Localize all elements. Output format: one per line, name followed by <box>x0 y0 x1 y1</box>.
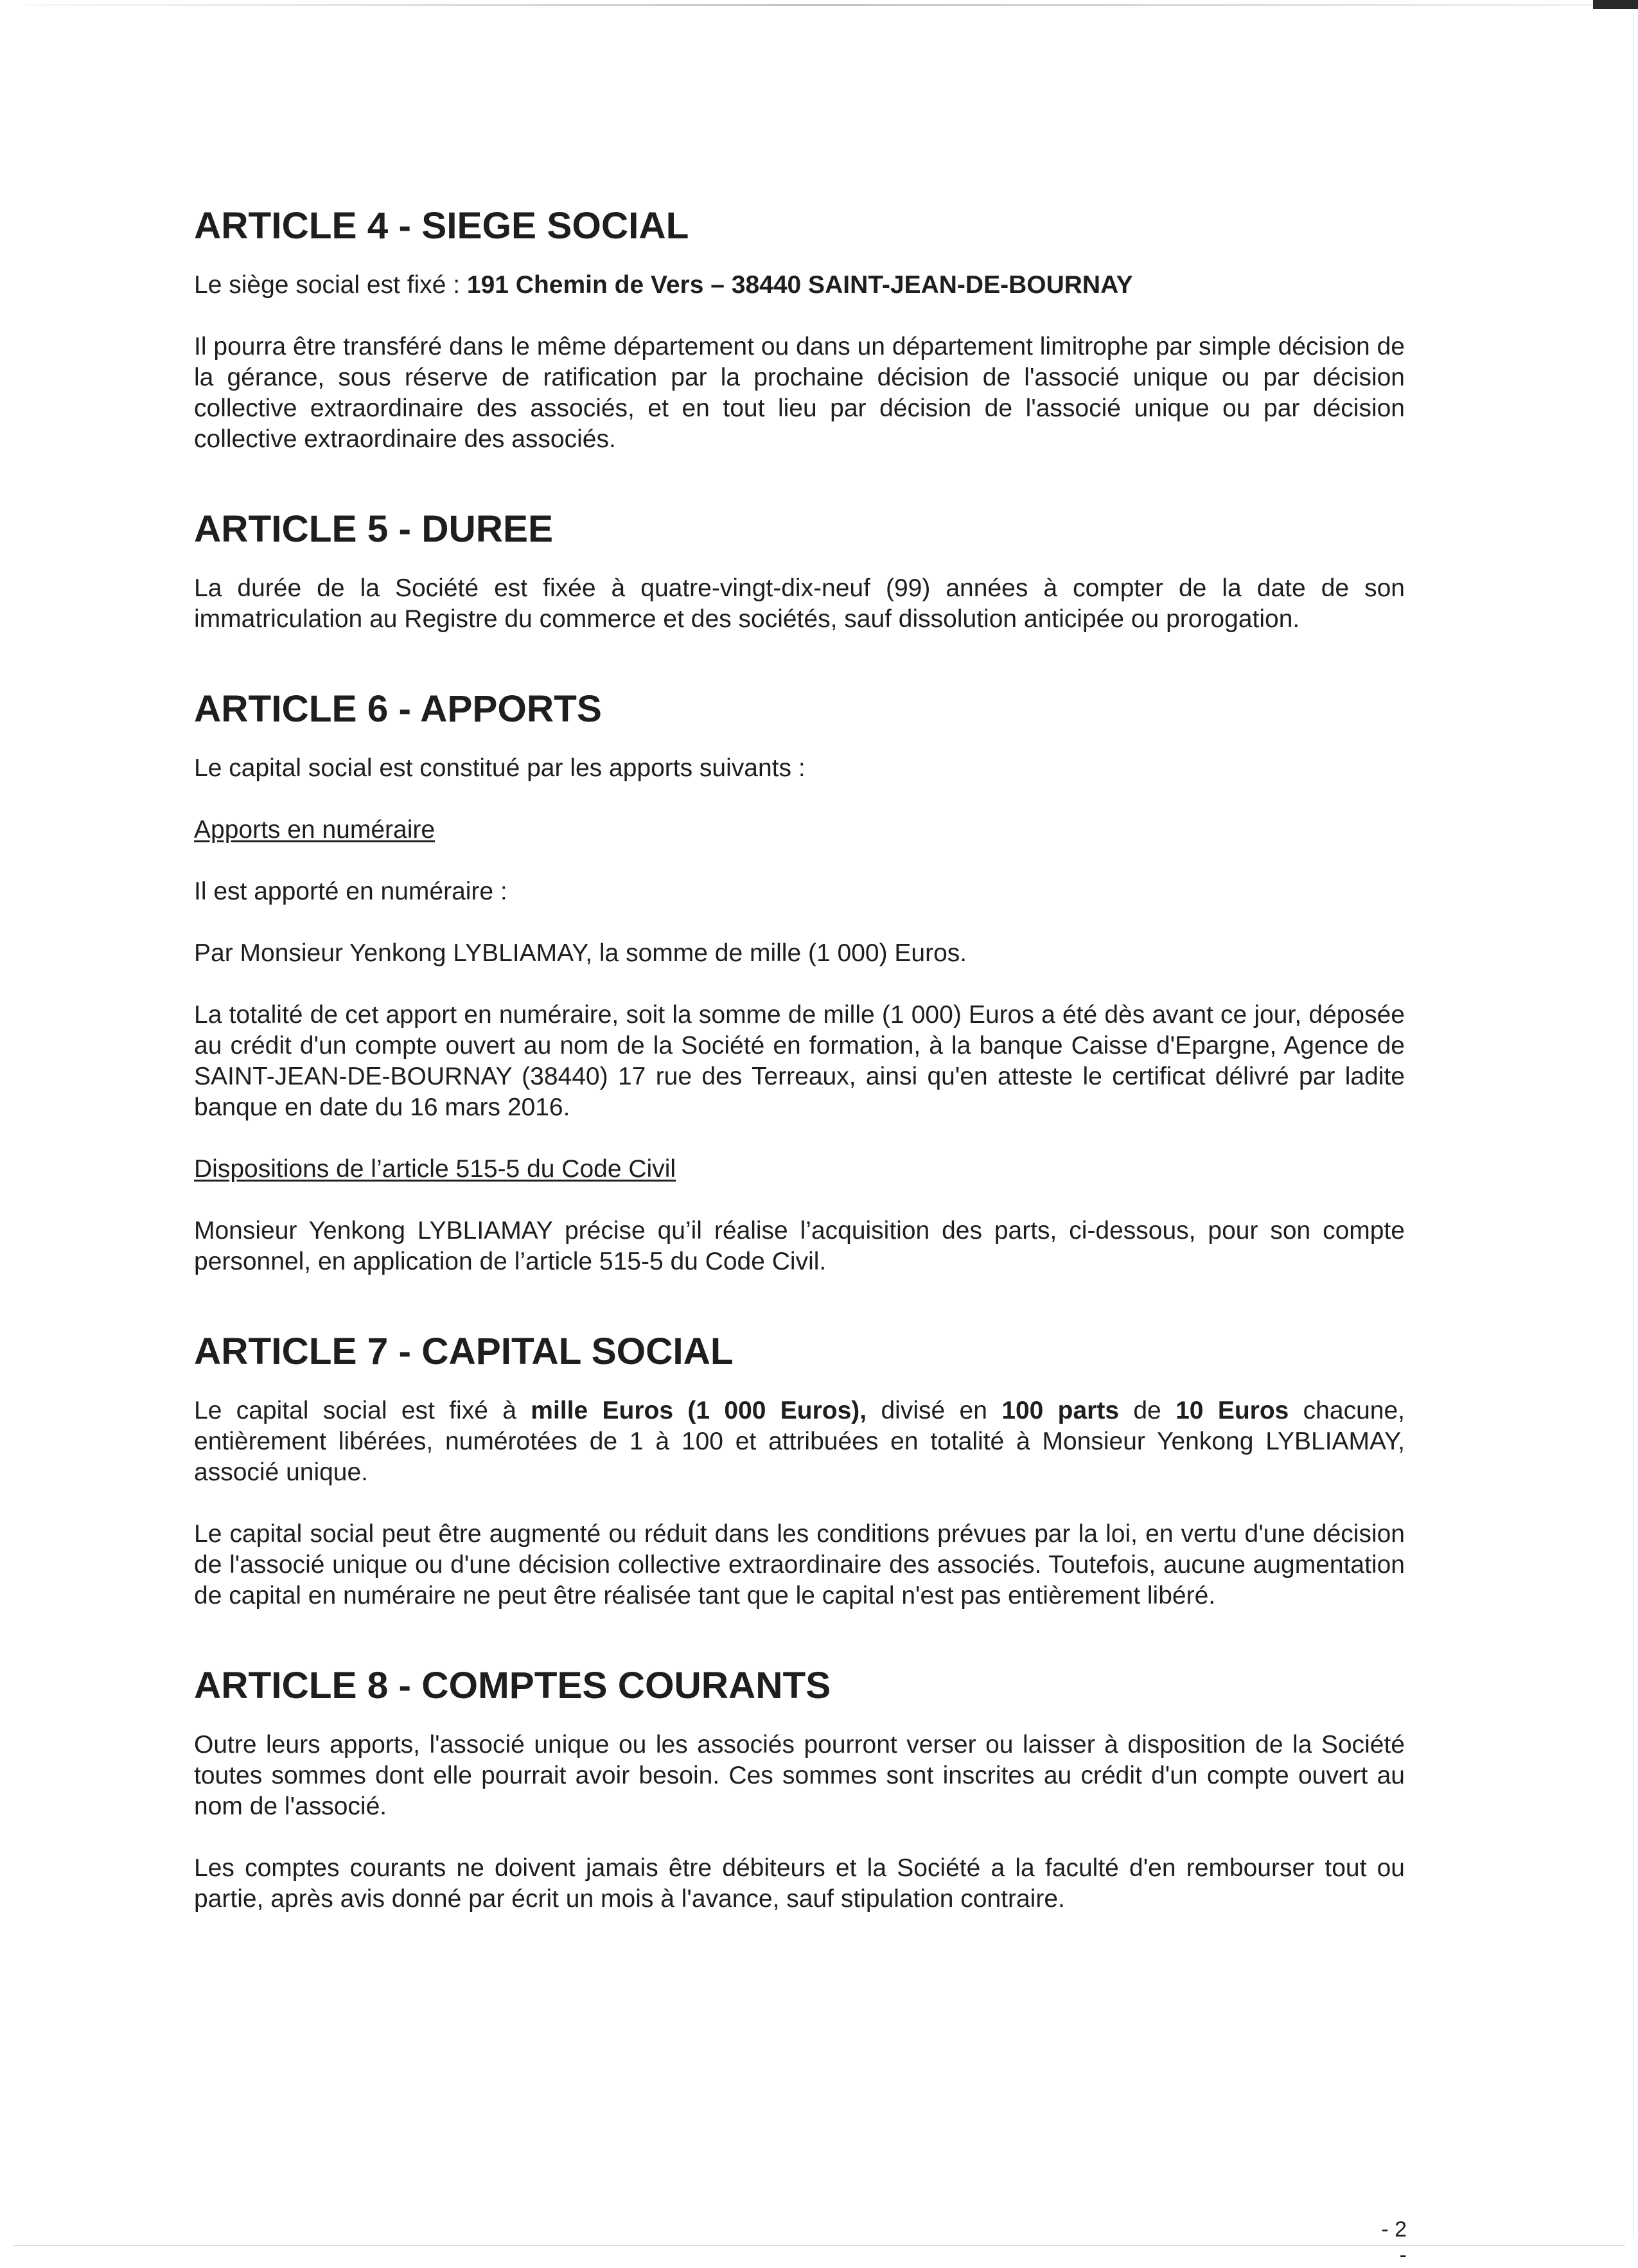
article-6-paragraph-5: Monsieur Yenkong LYBLIAMAY précise qu’il réalise l’acquisition des parts, ci-dessous, pour son compte personnel, en application de l’article 515-5 du Code Civil. <box>194 1217 1405 1275</box>
article-7-paragraph-2: Le capital social peut être augmenté ou réduit dans les conditions prévues par la loi, en vertu d'une décision de l'associé unique ou d'une décision collective extraordinaire des associés. Toutefois, aucune augmentation de capital en numéraire ne peut être réalisée tant que le capital n'est pas entièrement libéré. <box>194 1520 1405 1609</box>
scan-artifact-right-edge <box>1633 13 1634 2236</box>
article-4-heading: ARTICLE 4 - SIEGE SOCIAL <box>194 205 689 247</box>
article-7-heading: ARTICLE 7 - CAPITAL SOCIAL <box>194 1331 734 1372</box>
article-6-paragraph-4: La totalité de cet apport en numéraire, soit la somme de mille (1 000) Euros a été dès avant ce jour, déposée au crédit d'un compte ouvert au nom de la Société en formation, à la banque Caisse d'Epargne, Agence de SAINT-JEAN-DE-BOURNAY (38440) 17 rue des Terreaux, ainsi qu'en atteste le certificat délivré par ladite banque en date du 16 mars 2016. <box>194 1001 1405 1121</box>
article-6-heading: ARTICLE 6 - APPORTS <box>194 688 602 730</box>
article-6-paragraph-3: Par Monsieur Yenkong LYBLIAMAY, la somme de mille (1 000) Euros. <box>194 939 967 967</box>
document-body <box>194 205 1405 1915</box>
article-8-paragraph-1: Outre leurs apports, l'associé unique ou les associés pourront verser ou laisser à disposition de la Société toutes sommes dont elle pourrait avoir besoin. Ces sommes sont inscrites au crédit d'un compte ouvert au nom de l'associé. <box>194 1731 1405 1820</box>
parts-count: 100 parts <box>1001 1397 1120 1424</box>
scan-artifact-top <box>26 4 1606 6</box>
article-6-subheading-apports: Apports en numéraire <box>194 816 436 844</box>
article-6-paragraph-1: Le capital social est constitué par les apports suivants : <box>194 754 806 782</box>
part-value: 10 Euros <box>1176 1397 1289 1424</box>
article-7-text-4: chacune, entièrement libérées, numérotées de 1 à 100 et attribuées en totalité à Monsieur Yenkong LYBLIAMAY, associé unique. <box>194 1397 1405 1486</box>
article-7-text-1: Le capital social est fixé à <box>194 1397 531 1424</box>
article-7-text-2: divisé en <box>867 1397 1002 1424</box>
article-8-paragraph-2: Les comptes courants ne doivent jamais être débiteurs et la Société a la faculté d'en rembourser tout ou partie, après avis donné par écrit un mois à l'avance, sauf stipulation contraire. <box>194 1854 1405 1913</box>
article-4-paragraph-2: Il pourra être transféré dans le même département ou dans un département limitrophe par simple décision de la gérance, sous réserve de ratification par la prochaine décision de l'associé unique ou par décision collective extraordinaire des associés, et en tout lieu par décision de l'associé unique ou par décision collective extraordinaire des associés. <box>194 333 1405 453</box>
article-7-paragraph-1 <box>194 1395 1405 1488</box>
scan-artifact-corner <box>1593 0 1638 9</box>
siege-address: 191 Chemin de Vers – 38440 SAINT-JEAN-DE-BOURNAY <box>466 271 1133 299</box>
article-5-heading: ARTICLE 5 - DUREE <box>194 508 554 550</box>
article-4-lead-text: Le siège social est fixé : <box>194 271 467 299</box>
article-5-paragraph-1: La durée de la Société est fixée à quatre-vingt-dix-neuf (99) années à compter de la date de son immatriculation au Registre du commerce et des sociétés, sauf dissolution anticipée ou prorogation. <box>194 574 1405 633</box>
article-6-paragraph-2: Il est apporté en numéraire : <box>194 878 507 905</box>
article-7-text-3: de <box>1119 1397 1176 1424</box>
capital-amount: mille Euros (1 000 Euros), <box>531 1397 867 1424</box>
article-4-paragraph-1 <box>194 270 1405 301</box>
article-8-heading: ARTICLE 8 - COMPTES COURANTS <box>194 1665 831 1706</box>
article-6-subheading-dispositions: Dispositions de l’article 515-5 du Code Civil <box>194 1155 676 1183</box>
page-number: - 2 - <box>1381 2217 1407 2267</box>
